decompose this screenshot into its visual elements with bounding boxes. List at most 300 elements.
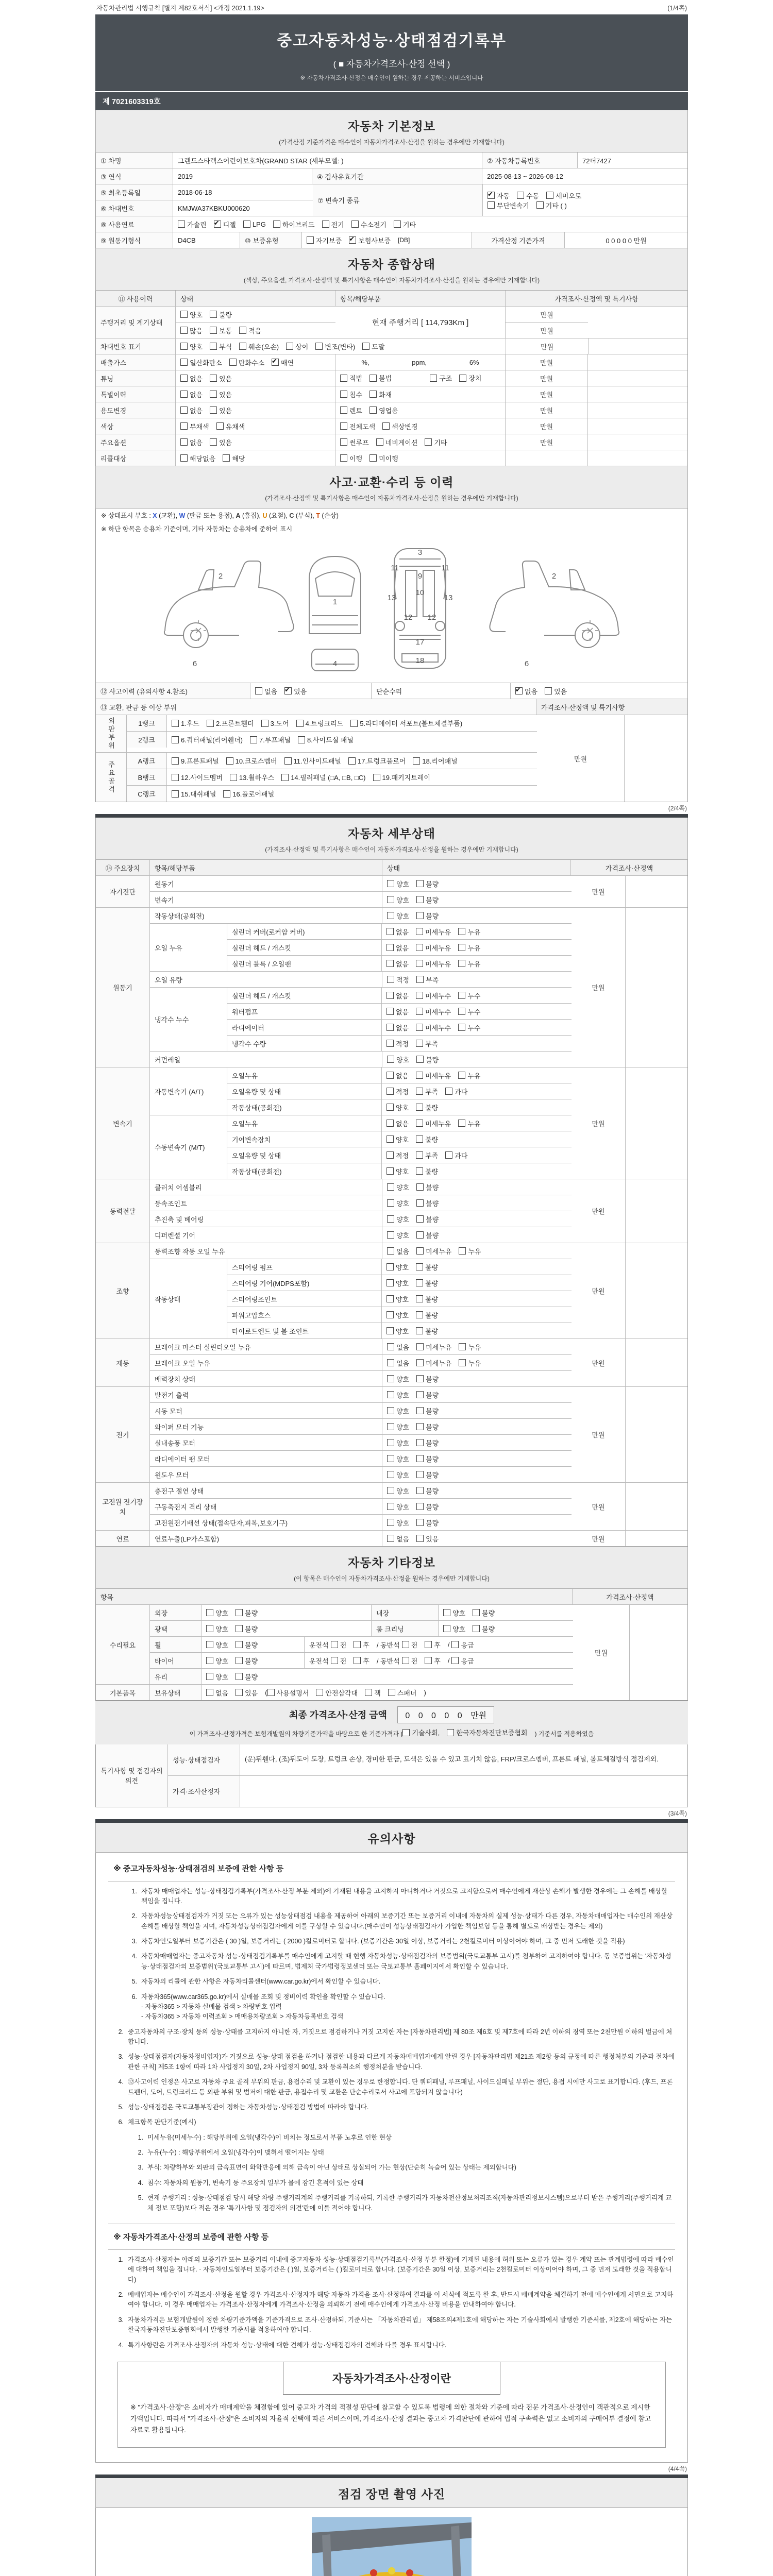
seat-option[interactable]: 전 xyxy=(331,1640,347,1650)
checkbox-icon[interactable] xyxy=(443,1609,450,1616)
checkbox-icon[interactable] xyxy=(387,1375,394,1382)
checkbox-icon[interactable] xyxy=(236,1641,243,1648)
state-option[interactable]: 미세누유 xyxy=(416,1118,451,1128)
checkbox-icon[interactable] xyxy=(210,375,217,382)
checkbox-icon[interactable] xyxy=(387,880,394,887)
checkbox-icon[interactable] xyxy=(316,1689,323,1696)
checkbox-icon[interactable] xyxy=(267,1689,275,1696)
state-option[interactable]: 적정 xyxy=(386,1150,409,1160)
checkbox-icon[interactable] xyxy=(536,201,544,209)
panel-item[interactable]: 19.패키지트레이 xyxy=(373,772,430,782)
state-option[interactable]: 불량 xyxy=(416,1134,438,1144)
tuning-option[interactable]: 장치 xyxy=(459,373,481,383)
checkbox-icon[interactable] xyxy=(416,1136,423,1143)
panel-item[interactable]: 6.쿼터패널(리어휀더) xyxy=(172,735,243,744)
checkbox-icon[interactable] xyxy=(416,1072,423,1079)
checkbox-icon[interactable] xyxy=(369,375,377,382)
checkbox-icon[interactable] xyxy=(210,311,217,318)
state-option[interactable]: 부족 xyxy=(416,1039,438,1048)
panel-item[interactable]: 16.플로어패널 xyxy=(223,789,274,799)
checkbox-icon[interactable] xyxy=(239,343,246,350)
checkbox-icon[interactable] xyxy=(172,774,179,781)
checkbox-icon[interactable] xyxy=(416,1151,423,1159)
checkbox-icon[interactable] xyxy=(369,454,377,462)
seat-option[interactable]: 후 xyxy=(425,1640,441,1650)
special-option[interactable]: 화재 xyxy=(369,389,392,399)
checkbox-icon[interactable] xyxy=(340,391,347,398)
checkbox-icon[interactable] xyxy=(340,438,347,446)
state-option[interactable]: 양호 xyxy=(387,1055,409,1064)
checkbox-icon[interactable] xyxy=(416,1120,423,1127)
checkbox-icon[interactable] xyxy=(473,1609,480,1616)
accident-history-option[interactable]: 없음 xyxy=(255,686,277,696)
checkbox-icon[interactable] xyxy=(416,912,424,919)
checkbox-icon[interactable] xyxy=(210,327,217,334)
checkbox-icon[interactable] xyxy=(488,201,495,209)
checkbox-icon[interactable] xyxy=(387,1391,394,1398)
checkbox-icon[interactable] xyxy=(315,343,323,350)
checkbox-icon[interactable] xyxy=(349,236,356,244)
state-option[interactable]: 없음 xyxy=(387,1358,409,1368)
checkbox-icon[interactable] xyxy=(430,375,437,382)
checkbox-icon[interactable] xyxy=(416,1423,424,1430)
state-option[interactable]: 불량 xyxy=(416,1262,438,1272)
state-option[interactable]: 없음 xyxy=(386,1023,409,1032)
checkbox-icon[interactable] xyxy=(236,1609,243,1616)
repair-option[interactable]: 불량 xyxy=(236,1624,258,1634)
main-option[interactable]: 네비게이션 xyxy=(376,437,418,447)
checkbox-icon[interactable] xyxy=(178,221,185,228)
panel-item[interactable]: 3.도어 xyxy=(261,718,289,728)
panel-item[interactable]: 10.크로스멤버 xyxy=(226,756,277,766)
repair-option[interactable]: 양호 xyxy=(206,1656,228,1666)
usage-change-option[interactable]: 있음 xyxy=(210,405,232,415)
checkbox-icon[interactable] xyxy=(459,375,466,382)
repair-option[interactable]: 양호 xyxy=(206,1640,228,1650)
usage-change-option[interactable]: 없음 xyxy=(180,405,203,415)
checkbox-icon[interactable] xyxy=(365,1689,372,1696)
checkbox-icon[interactable] xyxy=(386,1008,394,1015)
checkbox-icon[interactable] xyxy=(214,221,221,228)
checkbox-icon[interactable] xyxy=(387,896,394,903)
emission-option[interactable]: 탄화수소 xyxy=(229,358,264,367)
checkbox-icon[interactable] xyxy=(386,1136,394,1143)
checkbox-icon[interactable] xyxy=(250,736,257,743)
checkbox-icon[interactable] xyxy=(386,1104,394,1111)
checkbox-icon[interactable] xyxy=(416,1247,424,1255)
checkbox-icon[interactable] xyxy=(416,1535,424,1542)
state-option[interactable]: 양호 xyxy=(387,1422,409,1432)
panel-item[interactable]: 17.트렁크플로어 xyxy=(348,756,406,766)
checkbox-icon[interactable] xyxy=(387,912,394,919)
state-option[interactable]: 불량 xyxy=(416,1486,439,1496)
state-option[interactable]: 양호 xyxy=(387,1182,409,1192)
checkbox-icon[interactable] xyxy=(387,1199,394,1207)
state-option[interactable]: 불량 xyxy=(416,1214,439,1224)
checkbox-icon[interactable] xyxy=(416,1104,423,1111)
panel-item[interactable]: 11.인사이드패널 xyxy=(284,756,341,766)
fuel-option[interactable]: 수소전기 xyxy=(351,219,386,229)
checkbox-icon[interactable] xyxy=(517,192,524,199)
state-option[interactable]: 없음 xyxy=(386,959,409,969)
checkbox-icon[interactable] xyxy=(180,343,188,350)
repair-option[interactable]: 양호 xyxy=(206,1624,228,1634)
basic-item-option[interactable]: 있음 xyxy=(236,1688,258,1698)
state-option[interactable]: 불량 xyxy=(416,879,439,889)
checkbox-icon[interactable] xyxy=(223,454,230,462)
seat-option[interactable]: 후 xyxy=(425,1656,441,1666)
checkbox-icon[interactable] xyxy=(387,1183,394,1191)
mileage-option[interactable]: 보통 xyxy=(210,326,232,335)
state-option[interactable]: 불량 xyxy=(416,1422,439,1432)
state-option[interactable]: 양호 xyxy=(386,1134,409,1144)
checkbox-icon[interactable] xyxy=(387,1407,394,1414)
checkbox-icon[interactable] xyxy=(386,992,394,999)
state-option[interactable]: 없음 xyxy=(387,1246,409,1256)
state-option[interactable]: 없음 xyxy=(386,991,409,1001)
checkbox-icon[interactable] xyxy=(354,1641,361,1648)
checkbox-icon[interactable] xyxy=(416,1279,423,1286)
panel-item[interactable]: 9.프론트패널 xyxy=(172,756,219,766)
checkbox-icon[interactable] xyxy=(387,1215,394,1223)
checkbox-icon[interactable] xyxy=(416,1503,424,1510)
checkbox-icon[interactable] xyxy=(445,1088,452,1095)
checkbox-icon[interactable] xyxy=(386,1295,394,1302)
state-option[interactable]: 불량 xyxy=(416,1406,439,1416)
state-option[interactable]: 불량 xyxy=(416,1518,439,1528)
repair-option[interactable]: 불량 xyxy=(236,1656,258,1666)
seat-option[interactable]: 후 xyxy=(354,1656,369,1666)
state-option[interactable]: 불량 xyxy=(416,1103,438,1112)
checkbox-icon[interactable] xyxy=(207,720,214,727)
state-option[interactable]: 불량 xyxy=(416,1182,439,1192)
checkbox-icon[interactable] xyxy=(402,1729,410,1736)
checkbox-icon[interactable] xyxy=(387,1519,394,1526)
state-option[interactable]: 미세누수 xyxy=(416,1007,451,1016)
panel-item[interactable]: 5.라디에이터 서포트(볼트체결부품) xyxy=(350,718,462,728)
mileage-option[interactable]: 불량 xyxy=(210,310,232,319)
checkbox-icon[interactable] xyxy=(376,438,383,446)
state-option[interactable]: 미세누수 xyxy=(416,991,451,1001)
state-option[interactable]: 누유 xyxy=(458,927,480,937)
checkbox-icon[interactable] xyxy=(180,438,188,446)
state-option[interactable]: 없음 xyxy=(386,1071,409,1080)
warranty-option[interactable]: 자기보증 xyxy=(307,235,342,245)
state-option[interactable]: 과다 xyxy=(445,1087,467,1096)
state-option[interactable]: 미세누유 xyxy=(416,1246,451,1256)
checkbox-icon[interactable] xyxy=(488,192,495,199)
transmission-option[interactable]: 기타 ( ) xyxy=(536,200,567,210)
state-option[interactable]: 적정 xyxy=(387,975,409,985)
fuel-option[interactable]: LPG xyxy=(243,221,266,228)
state-option[interactable]: 미세누유 xyxy=(416,1342,451,1352)
checkbox-icon[interactable] xyxy=(206,1609,213,1616)
checkbox-icon[interactable] xyxy=(458,1072,465,1079)
seat-option[interactable]: 전 xyxy=(402,1640,418,1650)
checkbox-icon[interactable] xyxy=(545,687,552,694)
checkbox-icon[interactable] xyxy=(236,1657,243,1664)
checkbox-icon[interactable] xyxy=(459,1343,466,1350)
seat-option[interactable]: 전 xyxy=(331,1656,347,1666)
checkbox-icon[interactable] xyxy=(386,928,394,935)
emission-option[interactable]: ✔ 매연 xyxy=(272,358,294,367)
seat-option[interactable]: 후 xyxy=(354,1640,369,1650)
checkbox-icon[interactable] xyxy=(387,1535,394,1542)
state-option[interactable]: 불량 xyxy=(416,1166,438,1176)
transmission-option[interactable]: 수동 xyxy=(517,191,539,200)
state-option[interactable]: 누유 xyxy=(458,943,480,953)
checkbox-icon[interactable] xyxy=(387,1455,394,1462)
checkbox-icon[interactable] xyxy=(402,1657,409,1664)
checkbox-icon[interactable] xyxy=(387,1343,394,1350)
checkbox-icon[interactable] xyxy=(425,1641,432,1648)
checkbox-icon[interactable] xyxy=(206,1657,213,1664)
checkbox-icon[interactable] xyxy=(307,236,314,244)
checkbox-icon[interactable] xyxy=(416,1471,424,1478)
state-option[interactable]: 누유 xyxy=(458,1071,480,1080)
checkbox-icon[interactable] xyxy=(387,1471,394,1478)
vin-mark-option[interactable]: 부식 xyxy=(210,342,232,351)
repair-option[interactable]: 불량 xyxy=(236,1640,258,1650)
checkbox-icon[interactable] xyxy=(216,422,224,430)
checkbox-icon[interactable] xyxy=(180,375,188,382)
checkbox-icon[interactable] xyxy=(387,1503,394,1510)
vin-mark-option[interactable]: 도말 xyxy=(362,342,384,351)
state-option[interactable]: 양호 xyxy=(387,1502,409,1512)
checkbox-icon[interactable] xyxy=(180,391,188,398)
state-option[interactable]: 양호 xyxy=(386,1278,409,1288)
state-option[interactable]: 누수 xyxy=(458,991,480,1001)
mileage-option[interactable]: 많음 xyxy=(180,326,203,335)
state-option[interactable]: 양호 xyxy=(387,1454,409,1464)
state-option[interactable]: 미세누유 xyxy=(416,959,451,969)
simple-repair-option[interactable]: ✔ 없음 xyxy=(515,686,537,696)
checkbox-icon[interactable] xyxy=(386,1024,394,1031)
state-option[interactable]: 양호 xyxy=(387,1470,409,1480)
repair-option[interactable]: 불량 xyxy=(473,1608,495,1618)
checkbox-icon[interactable] xyxy=(443,1625,450,1632)
checkbox-icon[interactable] xyxy=(416,928,423,935)
fuel-option[interactable]: 가솔린 xyxy=(178,219,207,229)
tuning-option[interactable]: 있음 xyxy=(210,374,232,383)
checkbox-icon[interactable] xyxy=(387,1056,394,1063)
seat-option[interactable]: 응급 xyxy=(451,1640,474,1650)
checkbox-icon[interactable] xyxy=(416,944,423,951)
accident-history-option[interactable]: ✔ 있음 xyxy=(284,686,307,696)
state-option[interactable]: 양호 xyxy=(387,1390,409,1400)
state-option[interactable]: 양호 xyxy=(387,1486,409,1496)
checkbox-icon[interactable] xyxy=(236,1673,243,1680)
checkbox-icon[interactable] xyxy=(416,1455,424,1462)
recall-option[interactable]: 해당 xyxy=(223,453,245,463)
checkbox-icon[interactable] xyxy=(458,944,465,951)
checkbox-icon[interactable] xyxy=(388,1689,395,1696)
checkbox-icon[interactable] xyxy=(413,757,420,765)
state-option[interactable]: 불량 xyxy=(416,1454,439,1464)
checkbox-icon[interactable] xyxy=(180,359,188,366)
state-option[interactable]: 불량 xyxy=(416,1055,439,1064)
color-option[interactable]: 색상변경 xyxy=(382,421,417,431)
checkbox-icon[interactable] xyxy=(273,221,280,228)
state-option[interactable]: 불량 xyxy=(416,1326,438,1336)
state-option[interactable]: 없음 xyxy=(387,1342,409,1352)
state-option[interactable]: 불량 xyxy=(416,1438,439,1448)
checkbox-icon[interactable] xyxy=(369,406,377,414)
state-option[interactable]: 누유 xyxy=(459,1246,481,1256)
checkbox-icon[interactable] xyxy=(416,976,424,983)
recall-option[interactable]: 미이행 xyxy=(369,453,398,463)
emission-option[interactable]: 일산화탄소 xyxy=(180,358,222,367)
state-option[interactable]: 적정 xyxy=(386,1039,409,1048)
checkbox-icon[interactable] xyxy=(386,1327,394,1334)
checkbox-icon[interactable] xyxy=(416,992,423,999)
state-option[interactable]: 양호 xyxy=(386,1310,409,1320)
state-option[interactable]: 없음 xyxy=(386,1118,409,1128)
state-option[interactable]: 과다 xyxy=(445,1150,467,1160)
checkbox-icon[interactable] xyxy=(416,1088,423,1095)
mileage-option[interactable]: 적음 xyxy=(239,326,261,335)
basic-item-part[interactable]: 잭 xyxy=(365,1688,381,1698)
color-option[interactable]: 유채색 xyxy=(216,421,245,431)
state-option[interactable]: 없음 xyxy=(386,927,409,937)
checkbox-icon[interactable] xyxy=(340,422,347,430)
checkbox-icon[interactable] xyxy=(416,1407,424,1414)
checkbox-icon[interactable] xyxy=(172,736,179,743)
checkbox-icon[interactable] xyxy=(230,774,237,781)
checkbox-icon[interactable] xyxy=(451,1641,459,1648)
checkbox-icon[interactable] xyxy=(180,422,188,430)
checkbox-icon[interactable] xyxy=(180,454,188,462)
state-option[interactable]: 불량 xyxy=(416,1502,439,1512)
recall-option[interactable]: 해당없음 xyxy=(180,453,215,463)
state-option[interactable]: 불량 xyxy=(416,1230,439,1240)
checkbox-icon[interactable] xyxy=(425,438,432,446)
state-option[interactable]: 불량 xyxy=(416,1278,438,1288)
checkbox-icon[interactable] xyxy=(447,1729,454,1736)
state-option[interactable]: 있음 xyxy=(416,1534,439,1544)
state-option[interactable]: 양호 xyxy=(387,879,409,889)
panel-item[interactable]: 14.필러패널 (□A, □B, □C) xyxy=(281,772,365,782)
checkbox-icon[interactable] xyxy=(362,343,369,350)
transmission-option[interactable]: 세미오토 xyxy=(546,191,581,200)
state-option[interactable]: 미세누유 xyxy=(416,927,451,937)
color-option[interactable]: 무채색 xyxy=(180,421,209,431)
checkbox-icon[interactable] xyxy=(386,1167,394,1175)
state-option[interactable]: 양호 xyxy=(387,911,409,921)
panel-item[interactable]: 15.대쉬패널 xyxy=(172,789,216,799)
basic-item-part[interactable]: 안전삼각대 xyxy=(316,1688,358,1698)
checkbox-icon[interactable] xyxy=(180,311,188,318)
state-option[interactable]: 양호 xyxy=(387,1198,409,1208)
vin-mark-option[interactable]: 변조(변타) xyxy=(315,342,355,351)
state-option[interactable]: 양호 xyxy=(386,1326,409,1336)
checkbox-icon[interactable] xyxy=(236,1625,243,1632)
warranty-option[interactable]: ✔ 보험사보증 xyxy=(349,235,391,245)
checkbox-icon[interactable] xyxy=(172,757,179,765)
checkbox-icon[interactable] xyxy=(459,1359,466,1366)
checkbox-icon[interactable] xyxy=(206,1625,213,1632)
checkbox-icon[interactable] xyxy=(348,757,356,765)
main-option[interactable]: 썬루프 xyxy=(340,437,369,447)
checkbox-icon[interactable] xyxy=(386,1120,394,1127)
checkbox-icon[interactable] xyxy=(206,1673,213,1680)
standard-book-option[interactable]: 기술사회, xyxy=(402,1727,440,1737)
state-option[interactable]: 불량 xyxy=(416,895,439,905)
checkbox-icon[interactable] xyxy=(416,1439,424,1446)
panel-item[interactable]: 12.사이드멤버 xyxy=(172,772,223,782)
checkbox-icon[interactable] xyxy=(387,1359,394,1366)
checkbox-icon[interactable] xyxy=(458,960,465,967)
state-option[interactable]: 양호 xyxy=(387,1214,409,1224)
checkbox-icon[interactable] xyxy=(210,406,217,414)
main-option[interactable]: 기타 xyxy=(425,437,447,447)
checkbox-icon[interactable] xyxy=(386,1072,394,1079)
state-option[interactable]: 없음 xyxy=(386,1007,409,1016)
checkbox-icon[interactable] xyxy=(416,1199,424,1207)
state-option[interactable]: 양호 xyxy=(387,1438,409,1448)
checkbox-icon[interactable] xyxy=(243,221,250,228)
checkbox-icon[interactable] xyxy=(416,1024,423,1031)
checkbox-icon[interactable] xyxy=(416,1167,423,1175)
panel-item[interactable]: 18.리어패널 xyxy=(413,756,457,766)
standard-book-option[interactable]: 한국자동차진단보증협회 xyxy=(447,1727,527,1737)
checkbox-icon[interactable] xyxy=(473,1625,480,1632)
checkbox-icon[interactable] xyxy=(458,992,465,999)
vin-mark-option[interactable]: 양호 xyxy=(180,342,203,351)
state-option[interactable]: 부족 xyxy=(416,975,439,985)
checkbox-icon[interactable] xyxy=(322,221,329,228)
main-options-option[interactable]: 없음 xyxy=(180,437,203,447)
checkbox-icon[interactable] xyxy=(210,343,217,350)
checkbox-icon[interactable] xyxy=(416,1343,424,1350)
state-option[interactable]: 양호 xyxy=(387,1230,409,1240)
panel-item[interactable]: 8.사이드실 패널 xyxy=(298,735,354,744)
repair-option[interactable]: 양호 xyxy=(206,1672,228,1682)
mileage-option[interactable]: 양호 xyxy=(180,310,203,319)
state-option[interactable]: 양호 xyxy=(386,1262,409,1272)
checkbox-icon[interactable] xyxy=(416,1359,424,1366)
checkbox-icon[interactable] xyxy=(387,1439,394,1446)
checkbox-icon[interactable] xyxy=(386,1040,394,1047)
repair-option[interactable]: 양호 xyxy=(443,1624,465,1634)
checkbox-icon[interactable] xyxy=(286,343,293,350)
checkbox-icon[interactable] xyxy=(284,757,292,765)
special-history-option[interactable]: 없음 xyxy=(180,389,203,399)
state-option[interactable]: 누유 xyxy=(459,1342,481,1352)
transmission-option[interactable]: 무단변속기 xyxy=(488,200,529,210)
checkbox-icon[interactable] xyxy=(386,944,394,951)
checkbox-icon[interactable] xyxy=(416,1231,424,1239)
checkbox-icon[interactable] xyxy=(354,1657,361,1664)
checkbox-icon[interactable] xyxy=(416,1008,423,1015)
main-options-option[interactable]: 있음 xyxy=(210,437,232,447)
repair-option[interactable]: 불량 xyxy=(473,1624,495,1634)
state-option[interactable]: 양호 xyxy=(387,895,409,905)
seat-option[interactable]: 응급 xyxy=(451,1656,474,1666)
checkbox-icon[interactable] xyxy=(386,1088,394,1095)
state-option[interactable]: 양호 xyxy=(387,1406,409,1416)
checkbox-icon[interactable] xyxy=(239,327,246,334)
checkbox-icon[interactable] xyxy=(261,720,268,727)
checkbox-icon[interactable] xyxy=(255,687,262,694)
checkbox-icon[interactable] xyxy=(281,774,289,781)
checkbox-icon[interactable] xyxy=(458,1008,465,1015)
checkbox-icon[interactable] xyxy=(416,1327,423,1334)
tuning-option[interactable]: 구조 xyxy=(430,373,452,383)
checkbox-icon[interactable] xyxy=(416,1056,424,1063)
state-option[interactable]: 부족 xyxy=(416,1087,438,1096)
checkbox-icon[interactable] xyxy=(284,687,292,694)
